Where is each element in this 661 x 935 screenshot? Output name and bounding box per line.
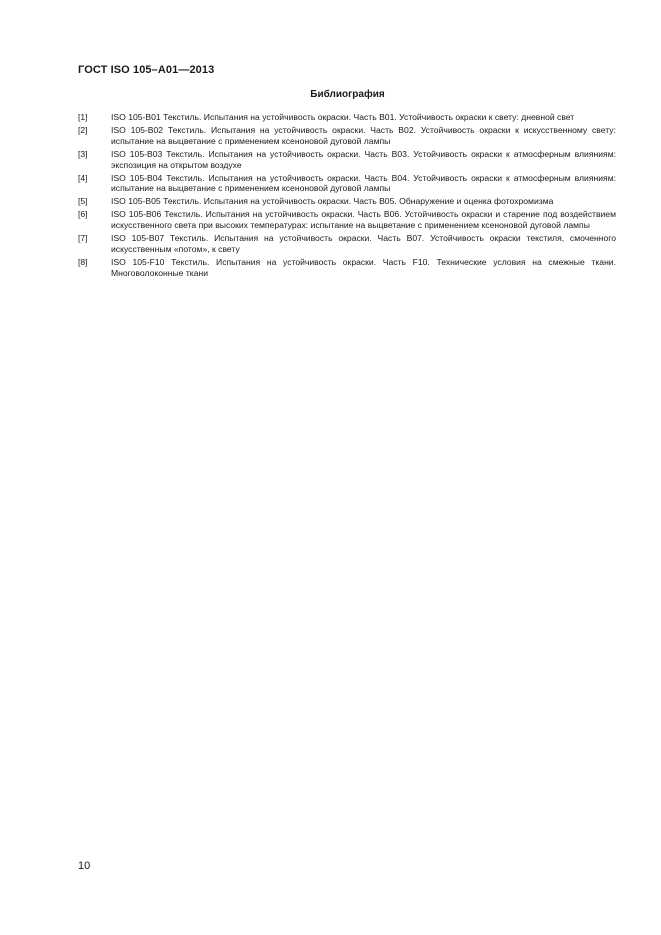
entry-number: [3] [78, 148, 88, 159]
entry-text: ISO 105-B03 Текстиль. Испытания на устойчивость окраски. Часть B03. Устойчивость окраски к атмосферным влияниям: экспозиция на открытом воздухе [111, 148, 616, 170]
bibliography-list [78, 112, 616, 281]
bibliography-entry [78, 209, 616, 231]
bibliography-entry [78, 112, 616, 123]
bibliography-entry [78, 233, 616, 255]
standard-code-header: ГОСТ ISO 105–A01—2013 [78, 64, 215, 76]
bibliography-entry [78, 196, 616, 207]
entry-number: [5] [78, 196, 88, 207]
entry-text: ISO 105-B02 Текстиль. Испытания на устойчивость окраски. Часть B02. Устойчивость окраски к искусственному свету: испытание на выцветание с применением ксеноновой дуговой лампы [111, 124, 616, 146]
bibliography-entry [78, 149, 616, 171]
entry-text: ISO 105-B07 Текстиль. Испытания на устойчивость окраски. Часть B07. Устойчивость окраски текстиля, смоченного искусственным «потом», к свету [111, 233, 616, 254]
bibliography-entry [78, 173, 616, 195]
entry-number: [1] [78, 112, 88, 122]
entry-text: ISO 105-B05 Текстиль. Испытания на устойчивость окраски. Часть B05. Обнаружение и оценка фотохромизма [111, 196, 554, 207]
page-number: 10 [78, 860, 91, 872]
entry-text: ISO 105-B04 Текстиль. Испытания на устойчивость окраски. Часть B04. Устойчивость окраски к атмосферным влияниям: испытание на выцветание с применением ксеноновой дуговой лампы [111, 172, 616, 194]
entry-text: ISO 105-B01 Текстиль. Испытания на устойчивость окраски. Часть B01. Устойчивость окраски к свету: дневной свет [111, 112, 575, 122]
bibliography-title: Библиография [310, 89, 385, 100]
entry-number: [6] [78, 209, 88, 220]
entry-text: ISO 105-B06 Текстиль. Испытания на устойчивость окраски. Часть B06. Устойчивость окраски и старение под воздействием искусственного света при высоких температурах: испытание на выцветание с применением ксеноновой дуговой лампы [111, 209, 616, 231]
entry-text: ISO 105-F10 Текстиль. Испытания на устойчивость окраски. Часть F10. Технические условия на смежные ткани. Многоволоконные ткани [111, 256, 616, 278]
entry-number: [4] [78, 172, 88, 183]
bibliography-entry [78, 125, 616, 147]
entry-number: [8] [78, 256, 88, 267]
entry-number: [2] [78, 124, 88, 135]
entry-number: [7] [78, 233, 88, 244]
bibliography-entry [78, 257, 616, 279]
